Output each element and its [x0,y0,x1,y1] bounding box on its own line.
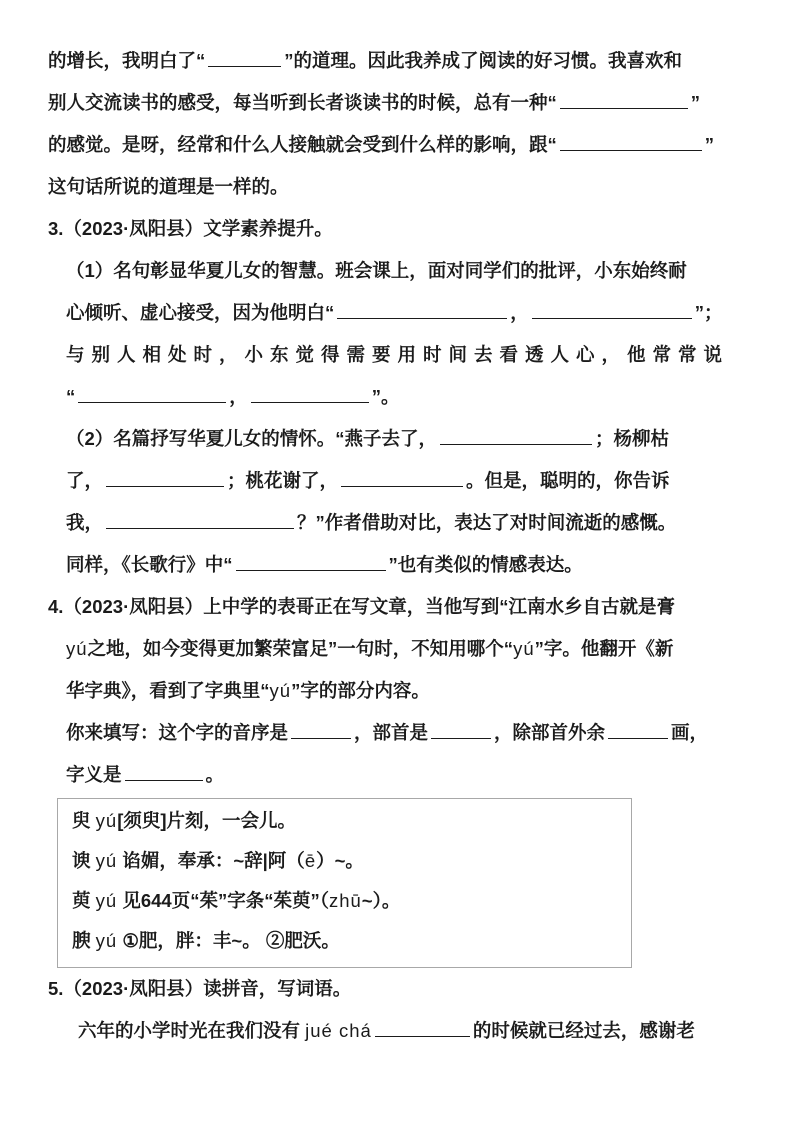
text-run: 字义是 [66,764,122,785]
text-run: 萸 [72,890,96,911]
text-run: ①肥，胖：丰~。 ②肥沃。 [117,930,340,951]
q3-sub2-line-1 [66,418,747,460]
q2-continuation-line-4 [48,166,747,208]
pinyin-run: ē [304,850,317,871]
q3-sub2-line-4 [66,544,747,586]
text-run: 心倾听、虚心接受，因为他明白“ [66,302,335,323]
q5-pinyin-line-1 [78,1010,747,1052]
q3-sub2-line-2 [66,460,747,502]
answer-blank-underline [236,568,386,571]
q2-continuation-line-1 [48,40,747,82]
answer-blank-underline [106,526,294,529]
q3-sub1-line-2 [66,292,747,334]
text-run: 4.（2023·凤阳县）上中学的表哥正在写文章，当他写到“江南水乡自古就是膏 [48,596,675,617]
question-4-line-2 [66,628,747,670]
text-run: 腴 [72,930,96,951]
pinyin-run: yú [513,638,535,659]
text-run: ~）。 [361,890,401,911]
question-4-line-3 [66,670,747,712]
q3-sub1-line-3 [66,334,747,376]
answer-blank-underline [532,316,692,319]
dict-entry-yu-2 [72,841,617,881]
text-run: ”也有类似的情感表达。 [388,554,583,575]
question-4-line-1 [48,586,747,628]
text-run: 谄媚，奉承：~辞|阿（ [117,850,305,871]
text-run: 。但是，聪明的，你告诉 [466,470,670,491]
q3-sub2-line-3 [66,502,747,544]
text-run: 了， [66,470,104,491]
text-run: （1）名句彰显华夏儿女的智慧。班会课上，面对同学们的批评，小东始终耐 [66,260,687,281]
document-body [48,40,747,1052]
pinyin-run: jué chá [305,1020,372,1041]
dict-entry-yu-4 [72,921,617,961]
pinyin-run: zhū [328,890,362,911]
text-run: ，部首是 [354,722,429,743]
text-run: 见644页“茱”字条“茱萸”（ [117,890,329,911]
text-run: ”； [694,302,723,323]
text-run: 华字典》，看到了字典里“ [66,680,270,701]
dict-entry-yu-3 [72,881,617,921]
text-run: ” [690,92,701,113]
q4-fill-line-2 [66,754,747,796]
q4-fill-line-1 [66,712,747,754]
text-run: ”字。他翻开《新 [534,638,674,659]
text-run: 3.（2023·凤阳县）文学素养提升。 [48,218,333,239]
text-run: ）~。 [316,850,364,871]
text-run: 臾 [72,810,96,831]
text-run: 的时候就已经过去，感谢老 [472,1020,695,1041]
answer-blank-underline [440,442,592,445]
text-run: ；杨柳枯 [595,428,670,449]
answer-blank-underline [106,484,224,487]
answer-blank-underline [251,400,369,403]
text-run: ， [229,386,248,407]
text-run: ；桃花谢了， [227,470,339,491]
pinyin-run: yú [95,890,118,911]
q3-sub1-line-4 [66,376,747,418]
answer-blank-underline [560,148,702,151]
text-run: ， [510,302,529,323]
text-run: 画， [671,722,709,743]
text-run: 。 [205,764,225,785]
pinyin-run: yú [95,850,118,871]
text-run: 这句话所说的道理是一样的。 [48,176,289,197]
text-run: 的感觉。是呀，经常和什么人接触就会受到什么样的影响，跟“ [48,134,557,155]
pinyin-run: yú [269,680,292,701]
text-run: 的增长，我明白了“ [48,50,206,71]
answer-blank-underline [337,316,507,319]
answer-blank-underline [208,64,281,67]
text-run: 5.（2023·凤阳县）读拼音，写词语。 [48,978,352,999]
text-run: ？”作者借助对比，表达了对时间流逝的感慨。 [297,512,677,533]
text-run: 我， [66,512,104,533]
answer-blank-underline [78,400,226,403]
text-run: 六年的小学时光在我们没有 [78,1020,306,1041]
answer-blank-underline [341,484,463,487]
text-run: 与别人相处时，小东觉得需要用时间去看透人心，他常常说 [66,344,730,365]
answer-blank-underline [375,1034,470,1037]
text-run: 谀 [72,850,96,871]
dict-entry-yu-1 [72,801,617,841]
dictionary-box [57,798,632,968]
answer-blank-underline [560,106,688,109]
question-5-header [48,968,747,1010]
text-run: ”的道理。因此我养成了阅读的好习惯。我喜欢和 [284,50,683,71]
text-run: 别人交流读书的感受，每当听到长者谈读书的时候，总有一种“ [48,92,557,113]
text-run: ” [704,134,715,155]
text-run: 之地，如今变得更加繁荣富足”一句时，不知用哪个“ [87,638,514,659]
text-run: ”。 [371,386,400,407]
text-run: “ [66,386,76,407]
answer-blank-underline [291,736,351,739]
text-run: ”字的部分内容。 [291,680,430,701]
text-run: 你来填写：这个字的音序是 [66,722,289,743]
text-run: ，除部首外余 [494,722,606,743]
answer-blank-underline [431,736,491,739]
answer-blank-underline [125,778,203,781]
question-3-header [48,208,747,250]
text-run: 同样，《长歌行》中“ [66,554,233,575]
text-run: [须臾]片刻，一会儿。 [117,810,297,831]
pinyin-run: yú [66,638,88,659]
pinyin-run: yú [95,810,118,831]
pinyin-run: yú [95,930,118,951]
q2-continuation-line-2 [48,82,747,124]
q2-continuation-line-3 [48,124,747,166]
q3-sub1-line-1 [66,250,747,292]
answer-blank-underline [608,736,668,739]
text-run: （2）名篇抒写华夏儿女的情怀。“燕子去了， [66,428,438,449]
